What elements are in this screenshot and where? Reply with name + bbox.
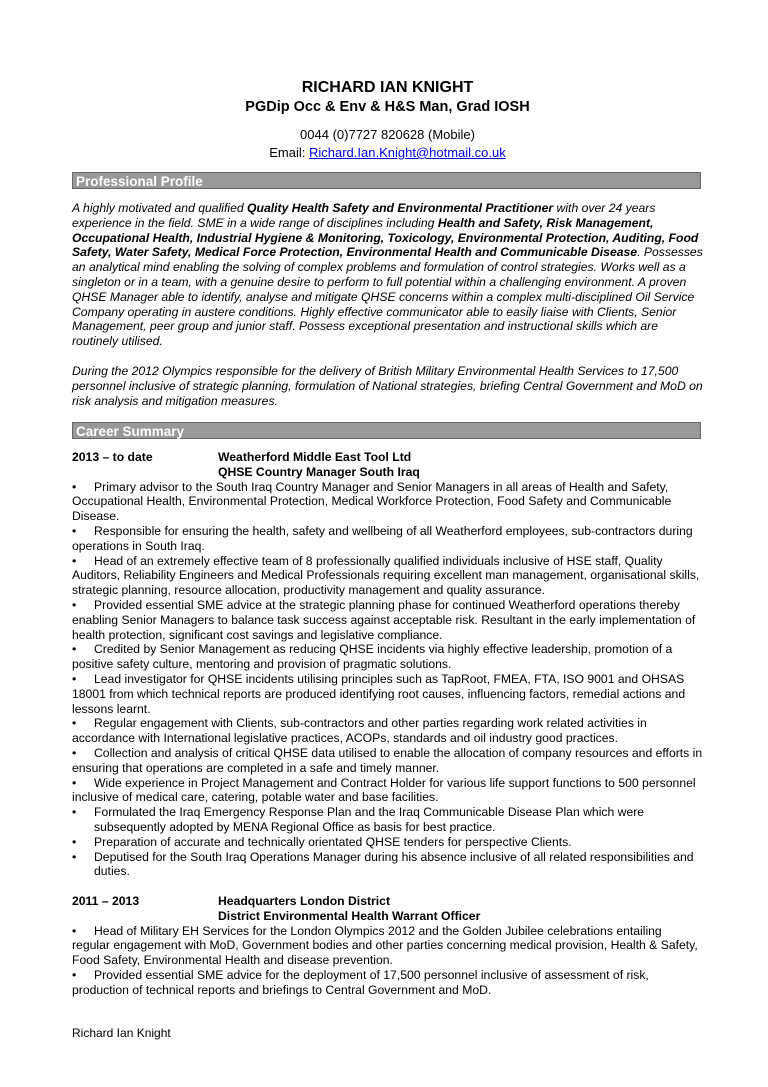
bullet-text: Formulated the Iraq Emergency Response Plan and the Iraq Communicable Disease Plan which were subsequently adopted by MENA Regional Office as basis for best practice. [94,805,645,834]
job-entry-london [72,894,703,998]
job-company: Weatherford Middle East Tool Ltd [218,450,412,464]
bullet-dot-icon: • [72,967,77,982]
page-footer: Richard Ian Knight [72,1026,171,1040]
job-bullets [72,924,703,998]
job-header [72,450,703,480]
bullet-dot-icon: • [72,523,77,538]
job-bullet [72,835,703,850]
bullet-dot-icon: • [72,671,77,686]
bullet-text: Preparation of accurate and technically orientated QHSE tenders for perspective Clients. [94,834,572,849]
bullet-text: Lead investigator for QHSE incidents utilising principles such as TapRoot, FMEA, FTA, ISO 9001 and OHSAS 18001 from which technical reports are produced identifying root causes, influencing factors, remedial actions and lessons learnt. [72,671,686,716]
profile-emphasis: Health and Safety, Risk Management, Occupational Health, Industrial Hygiene & Monitoring, Toxicology, Environmental Protection, Auditing, Food Safety, Water Safety, Medical Force Protection, Environmental Health and Communicable Disease [72,215,699,260]
bullet-text: Provided essential SME advice at the strategic planning phase for continued Weatherford operations thereby enabling Senior Managers to balance task success against acceptable risk. Resultant in the early implementation of health protection, significant cost savings and legislative compliance. [72,597,696,642]
bullet-dot-icon: • [72,745,77,760]
job-bullet [72,524,703,554]
bullet-dot-icon: • [72,834,77,849]
job-bullet [72,716,703,746]
profile-paragraph-2: During the 2012 Olympics responsible for the delivery of British Military Environmental Health Services to 17,500 personnel inclusive of strategic planning, formulation of National strategies, briefing Central Government and MoD on risk analysis and mitigation measures. [72,364,703,408]
job-bullet [72,642,703,672]
bullet-text: Primary advisor to the South Iraq Country Manager and Senior Managers in all areas of Health and Safety, Occupational Health, Environmental Protection, Medical Workforce Protection, Food Safety and Communicable Disease. [72,479,672,524]
profile-text: . Possesses an analytical mind enabling the solving of complex problems and formulation of control strategies. Works well as a singleton or in a team, with a genuine desire to perform to full potential within a challenging environment. A proven QHSE Manager able to identify, analyse and mitigate QHSE concerns within a complex multi-disciplined Oil Service Company operating in austere conditions. Highly effective communicator able to easily liaise with Clients, Senior Management, peer group and junior staff. Possess exceptional presentation and instructional skills which are routinely utilised. [72,245,703,349]
email-line [72,145,703,160]
bullet-dot-icon: • [72,642,77,657]
section-header-profile: Professional Profile [72,172,701,189]
job-bullets [72,480,703,880]
job-bullet [72,598,703,642]
bullet-dot-icon: • [72,597,77,612]
job-header [72,894,703,924]
bullet-dot-icon: • [72,805,77,820]
bullet-text: Head of an extremely effective team of 8 professionally qualified individuals inclusive of HSE staff, Quality Auditors, Reliability Engineers and Medical Professionals requiring excellent man management, organisational skills, strategic planning, resource allocation, productivity management and quality assurance. [72,553,700,598]
bullet-text: Regular engagement with Clients, sub-contractors and other parties regarding work related activities in accordance with International legislative practices, ACOPs, standards and oil industry good practices. [72,716,647,746]
bullet-text: Deputised for the South Iraq Operations Manager during his absence inclusive of all related responsibilities and duties. [94,849,694,879]
job-bullet [72,554,703,598]
bullet-dot-icon: • [72,923,77,938]
bullet-text: Credited by Senior Management as reducing QHSE incidents via highly effective leadership, promotion of a positive safety culture, mentoring and provision of pragmatic solutions. [72,642,673,672]
job-bullet [72,480,703,524]
bullet-dot-icon: • [72,775,77,790]
bullet-text: Collection and analysis of critical QHSE data utilised to enable the allocation of company resources and efforts in ensuring that operations are completed in a safe and timely manner. [72,745,703,775]
bullet-dot-icon: • [72,849,77,864]
job-dates: 2013 – to date [72,450,153,464]
bullet-text: Responsible for ensuring the health, safety and wellbeing of all Weatherford employees, sub-contractors during operations in South Iraq. [72,523,693,553]
email-link[interactable]: Richard.Ian.Knight@hotmail.co.uk [308,145,506,160]
job-bullet [72,850,703,880]
job-bullet [72,968,703,998]
job-entry-weatherford [72,450,703,879]
job-dates: 2011 – 2013 [72,894,140,908]
job-bullet [72,746,703,776]
profile-text: with over 24 years experience in the field. SME in a wide range of disciplines including [72,201,656,230]
job-role: QHSE Country Manager South Iraq [218,464,420,479]
phone-number: 0044 (0)7727 820628 (Mobile) [300,127,475,142]
profile-paragraph-1 [72,201,703,349]
job-company: Headquarters London District [218,894,390,908]
email-label: Email: [269,145,309,160]
section-header-career: Career Summary [72,422,701,439]
bullet-dot-icon: • [72,553,77,568]
bullet-text: Head of Military EH Services for the London Olympics 2012 and the Golden Jubilee celebrations entailing regular engagement with MoD, Government bodies and other parties concerning medical provision, Health & Safety, Food Safety, Environmental Health and disease prevention. [72,923,698,968]
profile-text: A highly motivated and qualified [72,201,248,215]
bullet-text: Provided essential SME advice for the deployment of 17,500 personnel inclusive of assessment of risk, production of technical reports and briefings to Central Government and MoD. [72,967,649,997]
bullet-text: Wide experience in Project Management and Contract Holder for various life support functions to 500 personnel inclusive of medical care, catering, potable water and base facilities. [72,775,696,805]
job-bullet [72,924,703,968]
bullet-dot-icon: • [72,479,77,494]
job-bullet [72,672,703,716]
job-bullet [72,776,703,806]
bullet-dot-icon: • [72,716,77,731]
profile-emphasis: Quality Health Safety and Environmental Practitioner [247,201,554,215]
job-role: District Environmental Health Warrant Officer [218,908,481,923]
job-bullet [72,805,703,835]
qualifications: PGDip Occ & Env & H&S Man, Grad IOSH [245,99,530,115]
candidate-name: RICHARD IAN KNIGHT [301,79,474,96]
